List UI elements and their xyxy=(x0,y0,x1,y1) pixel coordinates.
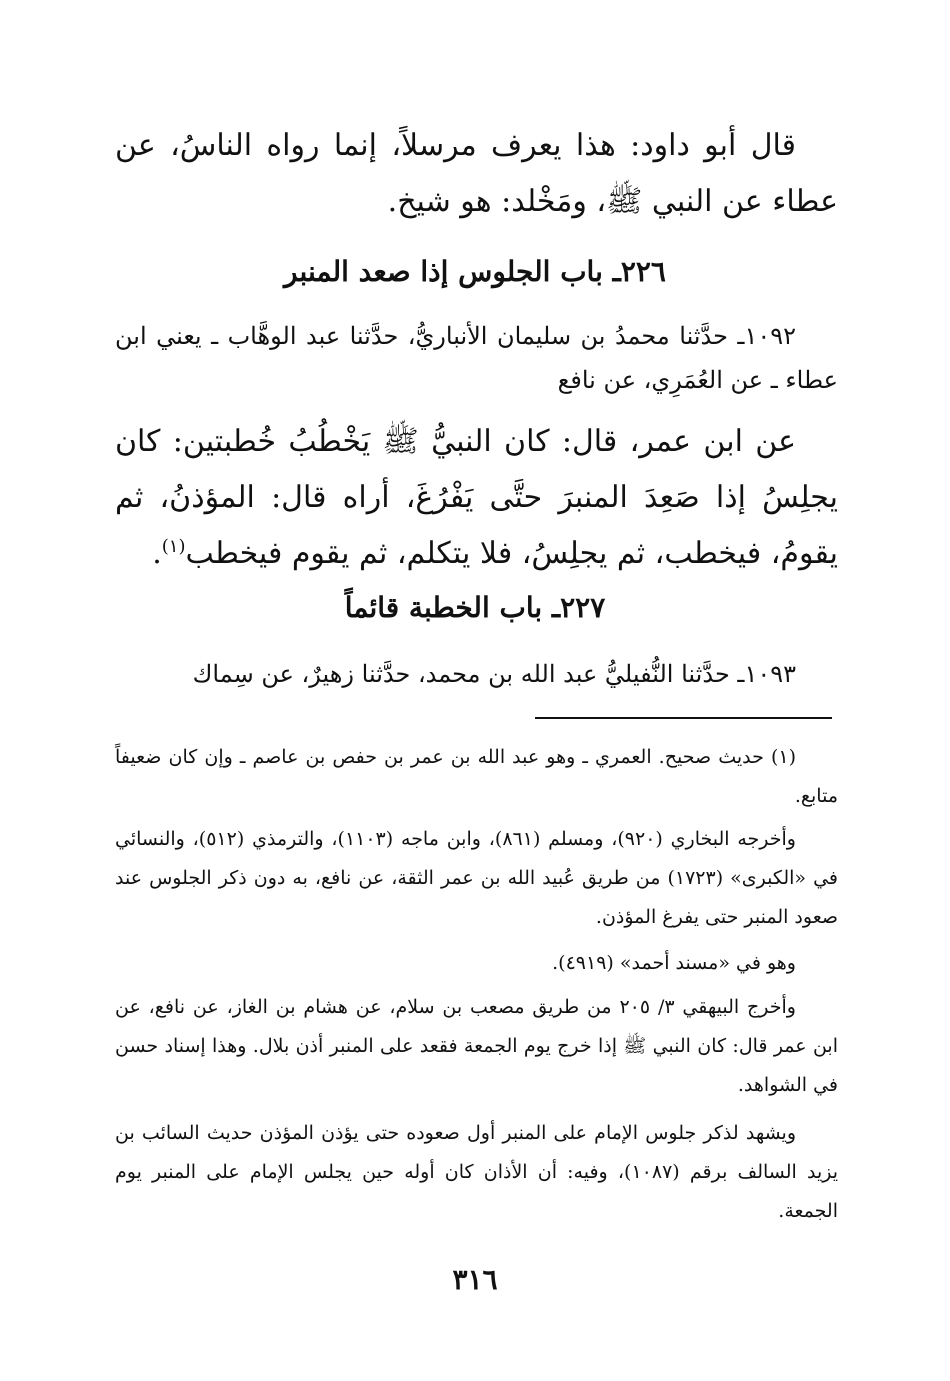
chapter-heading-226: ٢٢٦ـ باب الجلوس إذا صعد المنبر xyxy=(284,255,666,288)
hadith-1092-isnad: ١٠٩٢ـ حدَّثنا محمدُ بن سليمان الأنباريُّ، حدَّثنا عبد الوهَّاب ـ يعني ابن عطاء ـ عن العُمَرِي، عن نافع xyxy=(115,322,838,394)
hadith-1092-matn-end: . xyxy=(152,536,162,571)
footnote-separator xyxy=(535,717,832,719)
footnote-1-musnad: وهو في «مسند أحمد» (٤٩١٩). xyxy=(552,952,796,974)
page-number: ٣١٦ xyxy=(452,1263,498,1296)
hadith-1093-isnad: ١٠٩٣ـ حدَّثنا النُّفيليُّ عبد الله بن محمد، حدَّثنا زهيرٌ، عن سِماك xyxy=(192,660,796,688)
chapter-heading-227: ٢٢٧ـ باب الخطبة قائماً xyxy=(344,591,606,624)
footnote-marker: (١) xyxy=(161,536,186,557)
footnote-1-bayhaqi: وأخرج البيهقي ٣/ ٢٠٥ من طريق مصعب بن سلام، عن هشام بن الغاز، عن نافع، عن ابن عمر قال: كان النبي ﷺ إذا خرج يوم الجمعة فقعد على المنبر أذن بلال. وهذا إسناد حسن في الشواهد. xyxy=(115,996,838,1096)
footnote-1-takhrij: وأخرجه البخاري (٩٢٠)، ومسلم (٨٦١)، وابن ماجه (١١٠٣)، والترمذي (٥١٢)، والنسائي في «الكبرى» (١٧٢٣) من طريق عُبيد الله بن عمر الثقة، عن نافع، به دون ذكر الجلوس عند صعود المنبر حتى يفرغ المؤذن. xyxy=(115,828,839,928)
footnote-1: (١) حديث صحيح. العمري ـ وهو عبد الله بن عمر بن حفص بن عاصم ـ وإن كان ضعيفاً متابع. xyxy=(115,746,838,807)
opening-paragraph: قال أبو داود: هذا يعرف مرسلاً، إنما رواه الناسُ، عن عطاء عن النبي ﷺ، ومَخْلد: هو شيخ. xyxy=(115,128,838,219)
hadith-1092-matn-text: عن ابن عمر، قال: كان النبيُّ ﷺ يَخْطُبُ خُطبتين: كان يجلِسُ إذا صَعِدَ المنبرَ حتَّى يَفْرُغَ، أراه قال: المؤذنُ، ثم يقومُ، فيخطب، ثم يجلِسُ، فلا يتكلم، ثم يقوم فيخطب xyxy=(115,424,838,571)
hadith-1092-matn xyxy=(115,414,838,582)
footnote-1-shahid: ويشهد لذكر جلوس الإمام على المنبر أول صعوده حتى يؤذن المؤذن حديث السائب بن يزيد السالف برقم (١٠٨٧)، وفيه: أن الأذان كان أوله حين يجلس الإمام على المنبر يوم الجمعة. xyxy=(115,1122,838,1222)
